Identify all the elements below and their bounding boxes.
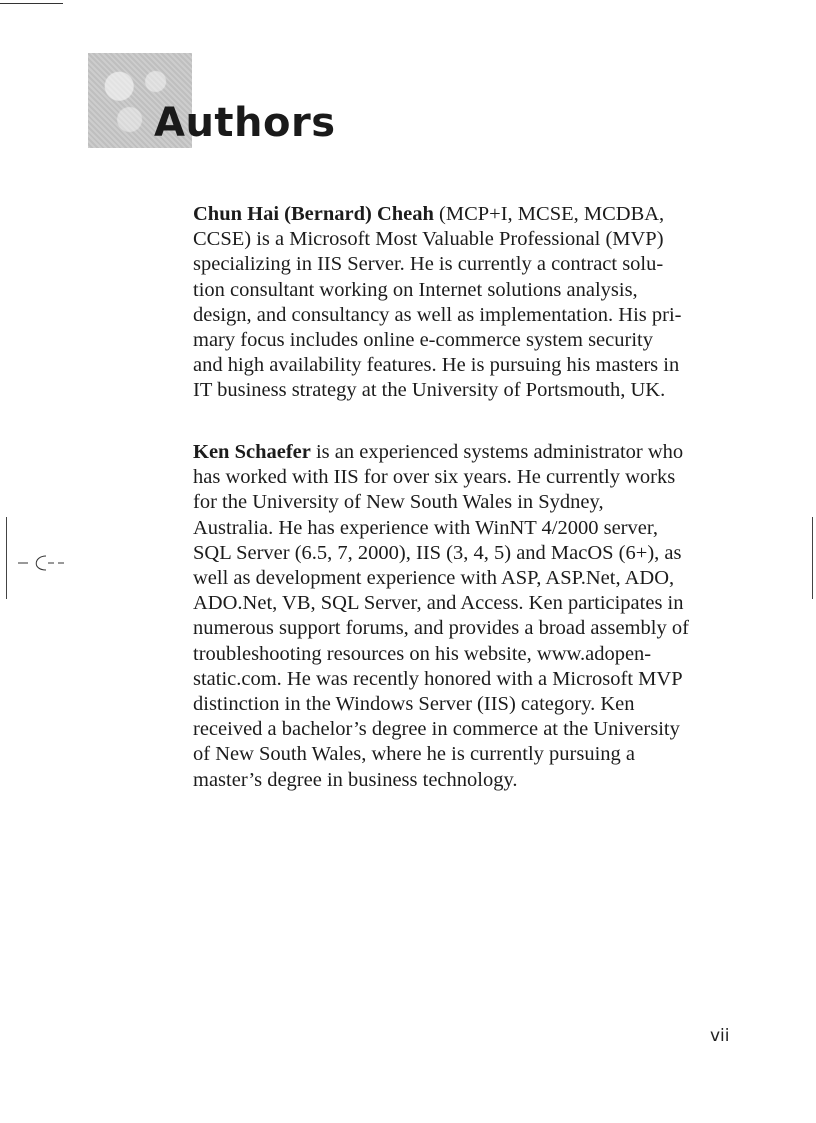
bio-line: Chun Hai (Bernard) Cheah (MCP+I, MCSE, MCDBA,	[193, 203, 665, 225]
registration-mark-icon	[18, 551, 66, 575]
bio-line: of New South Wales, where he is currently pursuing a	[193, 743, 636, 766]
corner-rule	[0, 3, 63, 4]
bio-line: SQL Server (6.5, 7, 2000), IIS (3, 4, 5) and MacOS (6+), as	[193, 541, 682, 564]
author-name: Chun Hai (Bernard) Cheah	[193, 203, 434, 225]
bio-line: ADO.Net, VB, SQL Server, and Access. Ken participates in	[193, 592, 684, 615]
bio-line: numerous support forums, and provides a broad assembly of	[193, 617, 689, 640]
bio-line: distinction in the Windows Server (IIS) category. Ken	[193, 693, 635, 716]
bio-line: has worked with IIS for over six years. He currently works	[193, 466, 676, 489]
bio-line: and high availability features. He is pursuing his masters in	[193, 354, 680, 377]
bio-line: specializing in IIS Server. He is currently a contract solu-	[193, 253, 664, 276]
bio-line: design, and consultancy as well as implementation. His pri-	[193, 303, 682, 326]
bio-line: Ken Schaefer is an experienced systems administrator who	[193, 441, 684, 463]
bio-line: troubleshooting resources on his website, www.adopen-	[193, 642, 652, 665]
author-name: Ken Schaefer	[193, 441, 311, 463]
bio-line: for the University of New South Wales in Sydney,	[193, 491, 604, 514]
bio-line: tion consultant working on Internet solutions analysis,	[193, 278, 638, 301]
author-bio-schaefer	[193, 440, 753, 793]
bio-line: mary focus includes online e-commerce system security	[193, 329, 653, 352]
bio-line: Australia. He has experience with WinNT 4/2000 server,	[193, 516, 658, 539]
author-bio-cheah	[193, 202, 753, 404]
bio-line: master’s degree in business technology.	[193, 768, 518, 791]
chapter-title: Authors	[154, 100, 336, 146]
bio-line: CCSE) is a Microsoft Most Valuable Professional (MVP)	[193, 228, 664, 251]
bio-line: static.com. He was recently honored with a Microsoft MVP	[193, 667, 683, 690]
bio-line: well as development experience with ASP, ASP.Net, ADO,	[193, 567, 675, 590]
right-margin-bar	[812, 517, 813, 599]
page-number: vii	[710, 1026, 730, 1046]
left-margin-bar	[6, 517, 7, 599]
bio-line: received a bachelor’s degree in commerce at the University	[193, 718, 680, 741]
bio-line: IT business strategy at the University of Portsmouth, UK.	[193, 379, 666, 402]
